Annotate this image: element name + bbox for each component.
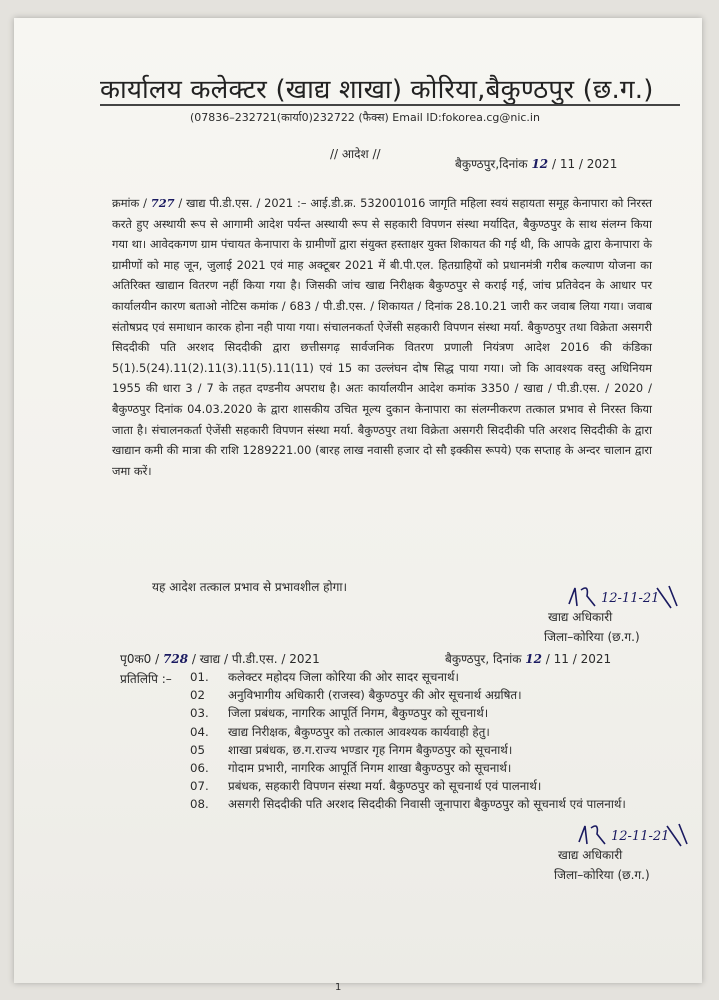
ref-prefix: क्रमांक /: [112, 196, 147, 210]
copy-reference: [120, 650, 320, 667]
handwritten-day: 12: [531, 157, 549, 171]
list-item: 05 शाखा प्रबंधक, छ.ग.राज्य भण्डार गृह निगम बैकुण्ठपुर को सूचनार्थ।: [190, 742, 513, 757]
copy-ref-prefix: पृ0क0 /: [120, 652, 160, 666]
list-item: 03. जिला प्रबंधक, नागरिक आपूर्ति निगम, बैकुण्ठपुर को सूचनार्थ।: [190, 706, 489, 721]
copy-recipient-list: [190, 668, 670, 814]
signature-block-1: [520, 582, 690, 642]
list-item: 01. कलेक्टर महोदय जिला कोरिया की ओर सादर सूचनार्थ।: [190, 670, 459, 684]
place-date-prefix: बैकुण्ठपुर,दिनांक: [455, 157, 528, 171]
handwritten-ref-number: 727: [150, 196, 175, 210]
order-body: [112, 193, 652, 481]
signatory-district: जिला–कोरिया (छ.ग.): [544, 630, 640, 644]
handwritten-copy-number: 728: [163, 652, 189, 666]
signature-scribble-icon: [565, 582, 685, 610]
office-heading: कार्यालय कलेक्टर (खाद्य शाखा) कोरिया,बैकुण्ठपुर (छ.ग.): [100, 75, 654, 105]
list-item: 06. गोदाम प्रभारी, नागरिक आपूर्ति निगम शाखा बैकुण्ठपुर को सूचनार्थ।: [190, 761, 512, 776]
heading-underline: [100, 104, 680, 106]
copy-date-rest: / 11 / 2021: [545, 652, 612, 666]
list-item: 04. खाद्य निरीक्षक, बैकुण्ठपुर को तत्काल आवश्यक कार्यवाही हेतु।: [190, 724, 490, 739]
page-number: 1: [335, 982, 342, 993]
effective-statement: यह आदेश तत्काल प्रभाव से प्रभावशील होगा।: [152, 580, 348, 594]
signature-block-2: [530, 820, 700, 890]
list-item: 02 अनुविभागीय अधिकारी (राजस्व) बैकुण्ठपुर की ओर सूचनार्थ अग्रषित।: [190, 688, 522, 703]
signature2-date: 12-11-21: [611, 829, 670, 844]
signature1-date: 12-11-21: [601, 591, 660, 606]
signatory-district: जिला–कोरिया (छ.ग.): [554, 868, 650, 882]
copy-ref-rest: / खाद्य / पी.डी.एस. / 2021: [191, 652, 320, 666]
order-label: // आदेश //: [330, 147, 381, 161]
signatory-title: खाद्य अधिकारी: [548, 610, 613, 624]
date-rest: / 11 / 2021: [551, 157, 618, 171]
signature-scribble-icon: [575, 820, 695, 848]
order-place-date: [455, 155, 617, 172]
copy-label: प्रतिलिपि :–: [120, 672, 172, 686]
order-paragraph: / खाद्य पी.डी.एस. / 2021 :– आई.डी.क्र. 532001016 जागृति महिला स्वयं सहायता समूह केनापारा को निरस्त करते हुए अस्थायी रूप से आगामी आदेश पर्यन्त अस्थायी रूप से सहकारी विपणन संस्था मर्यादित, बैकुण्ठपुर के साथ संलग्न किया गया था। आवेदकगण ग्राम पंचायत केनापारा के ग्रामीणों द्वारा संयुक्त हस्ताक्षर युक्त शिकायत की गई थी, कि आपके द्वारा केनापारा के ग्रामीणों को माह जून, जुलाई 2021 एवं माह अक्टूबर 2021 में बी.पी.एल. हितग्राहियों को प्रधानमंत्री गरीब कल्याण योजना का अतिरिक्त खाद्यान वितरण नहीं किया गया है। जिसकी जांच खाद्य निरीक्षक बैकुण्ठपुर से कराई गई, जांच प्रतिवेदन के आधार पर कार्यालयीन कारण बताओ नोटिस कमांक / 683 / पी.डी.एस. / शिकायत / दिनांक 28.10.21 जारी कर जवाब लिया गया। जवाब संतोषप्रद एवं समाधान कारक होना नही पाया गया। संचालनकर्ता ऐजेंसी सहकारी विपणन संस्था मर्या. बैकुण्ठपुर तथा विक्रेता असगरी सिददीकी पति अरशद सिददीकी द्वारा छत्तीसगढ़ सार्वजनिक वितरण प्रणाली नियंत्रण आदेश 2016 की कंडिका 5(1).5(24).11(2).11(3).11(5).11(11) एवं 15 का उल्लंघन दोष सिद्ध पाया गया। जो कि आवश्यक वस्तु अधिनियम 1955 की धारा 3 / 7 के तहत दण्डनीय अपराध है। अतः कार्यालयीन आदेश कमांक 3350 / खाद्य / पी.डी.एस. / 2020 / बैकुण्ठपुर दिनांक 04.03.2020 के द्वारा शासकीय उचित मूल्य दुकान केनापारा का संलग्नीकरण तत्काल प्रभाव से निरस्त किया जाता है। संचालनकर्ता ऐजेंसी सहकारी विपणन संस्था मर्या. बैकुण्ठपुर तथा विक्रेता असगरी सिददीकी पति अरशद सिददीकी के द्वारा खाद्यान कमी की मात्रा की राशि 1289221.00 (बारह लाख नवासी हजार दो सौ इक्कीस रूपये) एक सप्ताह के अन्दर चालान द्वारा जमा करें।: [112, 196, 653, 478]
list-item: 08. असगरी सिददीकी पति अरशद सिददीकी निवासी जूनापारा बैकुण्ठपुर को सूचनार्थ एवं पालनार्थ।: [190, 797, 626, 812]
copy-place-date: [445, 650, 611, 667]
copy-place-prefix: बैकुण्ठपुर, दिनांक: [445, 652, 522, 666]
list-item: 07. प्रबंधक, सहकारी विपणन संस्था मर्या. बैकुण्ठपुर को सूचनार्थ एवं पालनार्थ।: [190, 779, 542, 794]
handwritten-copy-day: 12: [525, 652, 542, 666]
contact-line: (07836–232721(कार्या0)232722 (फैक्स) Email ID:fokorea.cg@nic.in: [190, 111, 540, 124]
signatory-title: खाद्य अधिकारी: [558, 848, 623, 862]
